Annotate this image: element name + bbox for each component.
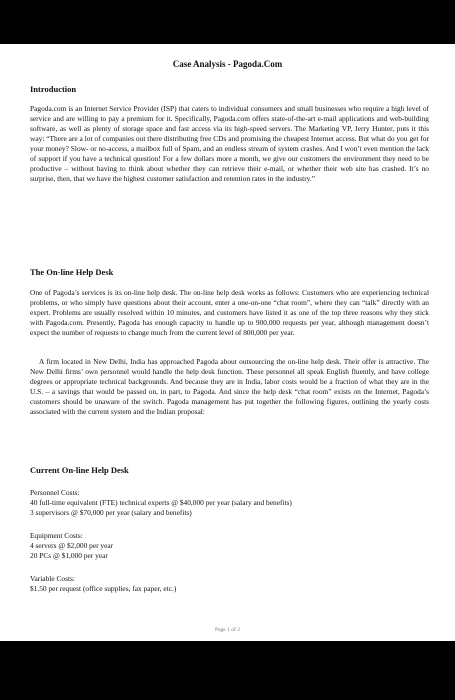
helpdesk-heading: The On-line Help Desk	[30, 267, 114, 277]
equipment-cost-line: 4 servers @ $2,000 per year	[30, 541, 114, 550]
page-number: Page 1 of 2	[215, 627, 240, 633]
introduction-heading: Introduction	[30, 84, 77, 94]
variable-cost-line: $1.50 per request (office supplies, fax paper, etc.)	[30, 584, 177, 593]
equipment-costs-label: Equipment Costs:	[30, 531, 83, 540]
personnel-cost-line: 40 full-time equivalent (FTE) technical experts @ $40,000 per year (salary and benefits)	[30, 498, 292, 507]
document-page	[0, 44, 455, 641]
introduction-paragraph: Pagoda.com is an Internet Service Provider (ISP) that caters to individual consumers and small businesses who require a high level of service and are willing to pay a premium for it. Specifically, Pagoda.com offers state-of-the-art e-mail applications and web-building software, as well as plenty of storage space and fast access via its high-speed servers. The Marketing VP, Jerry Hunter, puts it this way: “There are a lot of companies out there distributing free CDs and promising the cheapest Internet access. But what do you get for your money? Slow- or no-access, a mailbox full of Spam, and an endless stream of system crashes. And I won’t even mention the lack of support if you have a technical question! For a few dollars more a month, we give our customers the environment they need to be productive – without having to think about whether they can retrieve their e-mail, or whether their web site has crashed. It’s no surprise, then, that we have the highest customer satisfaction and retention rates in the industry.”	[30, 104, 429, 183]
personnel-costs-label: Personnel Costs:	[30, 488, 80, 497]
current-helpdesk-heading: Current On-line Help Desk	[30, 465, 129, 475]
equipment-cost-line: 20 PCs @ $1,000 per year	[30, 551, 108, 560]
variable-costs-label: Variable Costs:	[30, 574, 75, 583]
document-title: Case Analysis - Pagoda.Com	[172, 59, 283, 69]
helpdesk-paragraph-2: A firm located in New Delhi, India has approached Pagoda about outsourcing the on-line help desk. Their offer is attractive. The New Delhi firms’ own personnel would handle the help desk function. These personnel all speak English fluently, and have college degrees or appropriate technical backgrounds. And because they are in India, labor costs would be a fraction of what they are in the U.S. – a savings that would be passed on, in part, to Pagoda. And since the help desk “chat room” exists on the Internet, Pagoda’s customers should be unaware of the switch. Pagoda management has put together the following figures, outlining the yearly costs associated with the current system and the Indian proposal:	[30, 357, 429, 416]
personnel-cost-line: 3 supervisors @ $70,000 per year (salary and benefits)	[30, 508, 192, 517]
helpdesk-paragraph-1: One of Pagoda’s services is its on-line help desk. The on-line help desk works as follows: Customers who are experiencing technical problems, or who simply have questions about their account, enter a one-on-one “chat room”, where they can “talk” directly with an expert. Problems are usually resolved within 10 minutes, and customers have listed it as one of the top three reasons why they stick with Pagoda.com. Presently, Pagoda has enough capacity to handle up to 900,000 requests per year, although management doesn’t expect the number of requests to change much from the current level of 800,000 per year.	[30, 288, 429, 337]
